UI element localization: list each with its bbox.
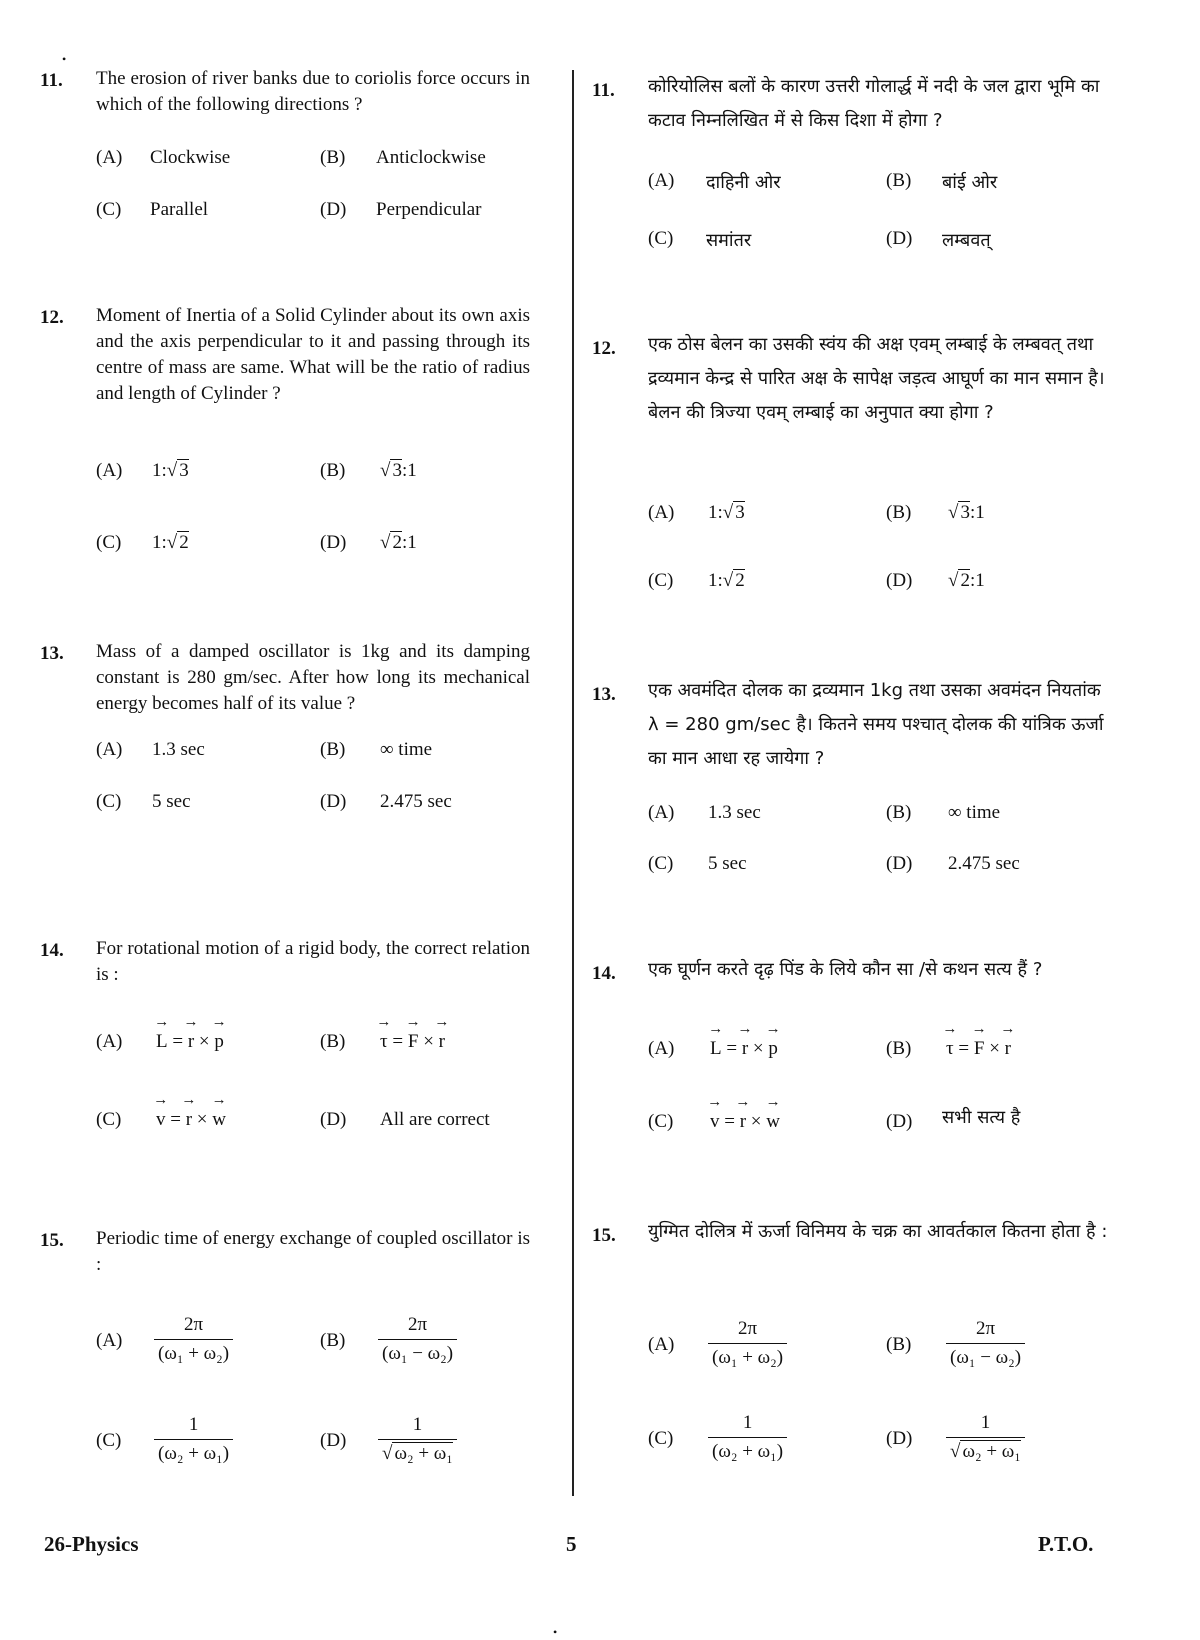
scan-mark: •: [553, 1625, 558, 1639]
pto-label: P.T.O.: [1038, 1532, 1094, 1556]
question-number: 13.: [40, 643, 64, 664]
question-text: एक ठोस बेलन का उसकी स्वंय की अक्ष एवम् लम्बाई के लम्बवत् तथा द्रव्यमान केन्द्र से पारित अक्ष के सापेक्ष जड़त्व आघूर्ण का मान समान है। बेलन की त्रिज्या एवम् लम्बाई का अनुपात क्या होगा ?: [648, 334, 1105, 423]
question-number: 11.: [592, 80, 615, 101]
question-text: एक अवमंदित दोलक का द्रव्यमान 1kg तथा उसका अवमंदन नियतांक λ = 280 gm/sec है। कितने समय पश्चात् दोलक की यांत्रिक ऊर्जा का मान आधा रह जायेगा ?: [648, 680, 1104, 769]
question-number: 15.: [592, 1225, 616, 1246]
scan-mark: •: [62, 52, 67, 66]
question-text: For rotational motion of a rigid body, the correct relation is :: [96, 938, 530, 985]
question-number: 11.: [40, 70, 63, 91]
question-number: 13.: [592, 684, 616, 705]
question-text: The erosion of river banks due to coriolis force occurs in which of the following directions ?: [96, 68, 530, 115]
question-text: Moment of Inertia of a Solid Cylinder about its own axis and the axis perpendicular to it and passing through its centre of mass are same. What will be the ratio of radius and length of Cylinder ?: [96, 305, 530, 404]
question-number: 14.: [592, 963, 616, 984]
paper-code: 26-Physics: [44, 1532, 139, 1556]
column-divider: [572, 70, 574, 1496]
question-text: युग्मित दोलित्र में ऊर्जा विनिमय के चक्र का आवर्तकाल कितना होता है :: [648, 1221, 1108, 1242]
question-number: 12.: [592, 338, 616, 359]
question-number: 15.: [40, 1230, 64, 1251]
question-text: एक घूर्णन करते दृढ़ पिंड के लिये कौन सा /से कथन सत्य हैं ?: [648, 959, 1043, 980]
question-text: Mass of a damped oscillator is 1kg and its damping constant is 280 gm/sec. After how long its mechanical energy becomes half of its value ?: [96, 641, 530, 714]
question-number: 12.: [40, 307, 64, 328]
question-text: कोरियोलिस बलों के कारण उत्तरी गोलार्द्ध में नदी के जल द्वारा भूमि का कटाव निम्नलिखित में से किस दिशा में होगा ?: [648, 76, 1100, 131]
page-number: 5: [566, 1532, 577, 1556]
question-text: Periodic time of energy exchange of coupled oscillator is :: [96, 1228, 530, 1275]
question-number: 14.: [40, 940, 64, 961]
